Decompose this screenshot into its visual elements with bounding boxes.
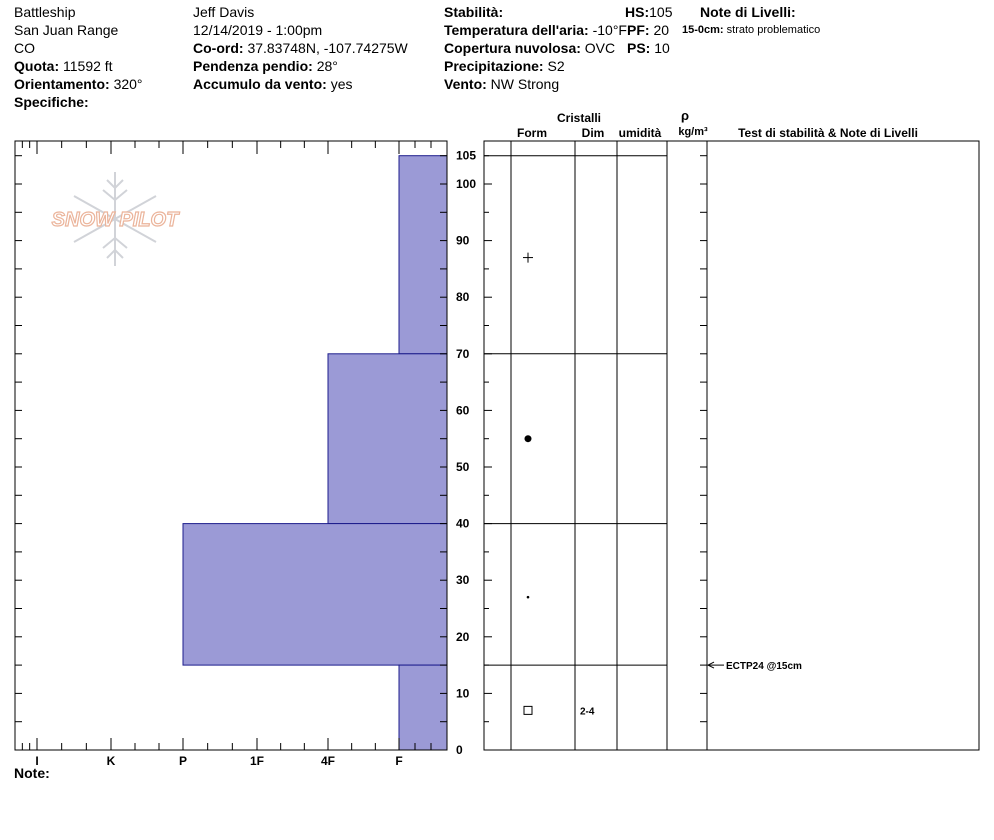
pf-label: PF: bbox=[627, 22, 650, 38]
slope-value: 28° bbox=[316, 58, 338, 74]
hardness-layer-bar bbox=[328, 354, 447, 524]
tests-header: Test di stabilità & Note di Livelli bbox=[738, 126, 918, 140]
depth-tick-label: 60 bbox=[456, 403, 470, 418]
hardness-layer-bar bbox=[183, 524, 447, 666]
depth-tick-label: 80 bbox=[456, 290, 470, 305]
wind-value: NW Strong bbox=[490, 76, 560, 92]
observer-name: Jeff Davis bbox=[193, 4, 255, 20]
wind-loading-value: yes bbox=[330, 76, 353, 92]
depth-tick-label: 30 bbox=[456, 573, 470, 588]
state: CO bbox=[14, 40, 35, 56]
air-temp-label: Temperatura dell'aria: bbox=[444, 22, 589, 38]
depth-tick-label: 105 bbox=[456, 148, 477, 163]
wind-label: Vento: bbox=[444, 76, 487, 92]
stability-tests bbox=[708, 661, 802, 672]
moisture-header: umidità bbox=[618, 126, 662, 140]
observation-datetime: 12/14/2019 - 1:00pm bbox=[193, 22, 323, 38]
depth-tick-label: 100 bbox=[456, 177, 477, 191]
location-name: Battleship bbox=[14, 4, 76, 20]
crystal-table-frame bbox=[484, 141, 979, 750]
grain-symbol-small-rounded bbox=[527, 596, 530, 599]
hardness-tick-label: I bbox=[35, 754, 39, 768]
elevation-label: Quota: bbox=[14, 58, 60, 74]
hardness-tick-label: 4F bbox=[320, 754, 336, 768]
pf-value: 20 bbox=[653, 22, 670, 38]
hs-label: HS: bbox=[625, 4, 650, 20]
notes-label: Note: bbox=[14, 765, 50, 781]
stability-test-label: ECTP24 @15cm bbox=[726, 661, 802, 673]
depth-tick-label: 50 bbox=[456, 460, 470, 474]
mountain-range: San Juan Range bbox=[14, 22, 119, 38]
depth-tick-label: 70 bbox=[456, 346, 470, 361]
size-header: Dim bbox=[581, 126, 605, 140]
density-unit: kg/m³ bbox=[678, 126, 708, 138]
hardness-tick-label: P bbox=[178, 754, 188, 768]
layer-notes-title: Note di Livelli: bbox=[700, 4, 796, 20]
hardness-tick-label: 1F bbox=[249, 754, 265, 768]
stability-label: Stabilità: bbox=[444, 4, 504, 20]
depth-tick-label: 40 bbox=[456, 516, 470, 531]
form-header: Form bbox=[517, 126, 547, 140]
layer-note-depth: 15-0cm: bbox=[682, 24, 724, 36]
snowpilot-logo bbox=[52, 172, 180, 266]
ps-label: PS: bbox=[627, 40, 651, 56]
elevation-value: 11592 ft bbox=[63, 58, 113, 74]
hs-value: 105 bbox=[649, 4, 673, 20]
layer-note-text: strato problematico bbox=[726, 24, 821, 36]
coords-label: Co-ord: bbox=[193, 40, 244, 56]
air-temp-value: -10°F bbox=[592, 22, 627, 38]
depth-tick-label: 20 bbox=[456, 629, 470, 644]
hardness-tick-label: K bbox=[106, 754, 116, 768]
precip-label: Precipitazione: bbox=[444, 58, 544, 74]
cloud-cover-label: Copertura nuvolosa: bbox=[444, 40, 581, 56]
aspect-label: Orientamento: bbox=[14, 76, 110, 92]
specifics-label: Specifiche: bbox=[14, 94, 89, 110]
depth-tick-label: 0 bbox=[456, 743, 463, 757]
hardness-layers bbox=[183, 156, 447, 750]
crystals-header: Cristalli bbox=[556, 111, 602, 125]
grain-symbol-faceted bbox=[524, 706, 532, 714]
density-symbol: ρ bbox=[680, 108, 690, 123]
logo-text: SNOW PILOT bbox=[51, 209, 179, 231]
cloud-cover-value: OVC bbox=[584, 40, 616, 56]
depth-tick-label: 10 bbox=[456, 686, 470, 701]
hardness-axis-labels bbox=[35, 754, 402, 768]
depth-tick-label: 90 bbox=[456, 233, 470, 248]
hardness-layer-bar bbox=[399, 665, 447, 750]
grain-forms bbox=[523, 253, 595, 718]
wind-loading-label: Accumulo da vento: bbox=[193, 76, 327, 92]
grain-size-label: 2-4 bbox=[580, 706, 595, 718]
hardness-layer-bar bbox=[399, 156, 447, 354]
slope-label: Pendenza pendio: bbox=[193, 58, 313, 74]
precip-value: S2 bbox=[547, 58, 565, 74]
grain-symbol-rounded bbox=[525, 435, 532, 442]
coords-value: 37.83748N, -107.74275W bbox=[247, 40, 408, 56]
hardness-tick-label: F bbox=[395, 754, 403, 768]
aspect-value: 320° bbox=[113, 76, 143, 92]
ps-value: 10 bbox=[654, 40, 670, 56]
